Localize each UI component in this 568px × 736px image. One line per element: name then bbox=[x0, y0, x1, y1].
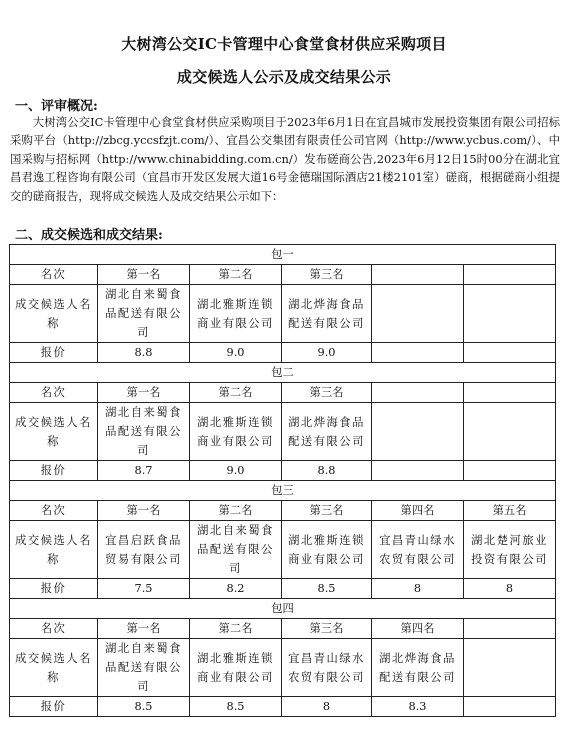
candidate-cell bbox=[372, 285, 464, 343]
package-header-row bbox=[10, 599, 556, 619]
candidate-label: 成交候选人名称 bbox=[10, 285, 98, 343]
candidate-label: 成交候选人名称 bbox=[10, 639, 98, 697]
review-paragraph bbox=[10, 113, 560, 205]
candidate-cell: 湖北雅斯连锁商业有限公司 bbox=[190, 639, 282, 697]
rank-label: 名次 bbox=[10, 619, 98, 639]
rank-cell: 第一名 bbox=[98, 383, 190, 403]
price-cell: 9.0 bbox=[190, 461, 282, 481]
rank-cell bbox=[372, 383, 464, 403]
document-subtitle: 成交候选人公示及成交结果公示 bbox=[176, 68, 392, 86]
candidate-cell: 宜昌青山绿水农贸有限公司 bbox=[282, 639, 372, 697]
price-row bbox=[10, 461, 556, 481]
rank-label: 名次 bbox=[10, 265, 98, 285]
candidate-row bbox=[10, 403, 556, 461]
price-row bbox=[10, 579, 556, 599]
rank-label: 名次 bbox=[10, 383, 98, 403]
rank-cell: 第一名 bbox=[98, 619, 190, 639]
candidate-row bbox=[10, 639, 556, 697]
section-heading-review: 一、评审概况: bbox=[15, 99, 98, 114]
document-title: 大树湾公交IC卡管理中心食堂食材供应采购项目 bbox=[121, 35, 447, 53]
rank-cell: 第二名 bbox=[190, 501, 282, 521]
rank-cell bbox=[464, 619, 556, 639]
candidate-cell: 湖北烨海食品配送有限公司 bbox=[282, 285, 372, 343]
price-row bbox=[10, 697, 556, 717]
price-cell bbox=[372, 461, 464, 481]
candidate-cell bbox=[464, 285, 556, 343]
price-cell: 9.0 bbox=[190, 343, 282, 363]
package-header-row bbox=[10, 481, 556, 501]
candidate-cell: 湖北烨海食品配送有限公司 bbox=[282, 403, 372, 461]
rank-cell: 第三名 bbox=[282, 265, 372, 285]
rank-row bbox=[10, 501, 556, 521]
price-cell: 8.5 bbox=[282, 579, 372, 599]
rank-row bbox=[10, 265, 556, 285]
candidate-cell: 湖北自来蜀食品配送有限公司 bbox=[190, 521, 282, 579]
price-cell: 8 bbox=[282, 697, 372, 717]
candidate-cell: 湖北自来蜀食品配送有限公司 bbox=[98, 403, 190, 461]
candidate-cell bbox=[464, 639, 556, 697]
price-cell: 9.0 bbox=[282, 343, 372, 363]
rank-cell: 第一名 bbox=[98, 265, 190, 285]
price-row bbox=[10, 343, 556, 363]
package-header-row bbox=[10, 363, 556, 383]
rank-cell bbox=[372, 265, 464, 285]
candidate-cell: 湖北烨海食品配送有限公司 bbox=[372, 639, 464, 697]
price-label: 报价 bbox=[10, 343, 98, 363]
rank-cell bbox=[464, 383, 556, 403]
rank-cell: 第四名 bbox=[372, 501, 464, 521]
package-header-row bbox=[10, 245, 556, 265]
price-cell: 8.2 bbox=[190, 579, 282, 599]
candidate-cell: 宜昌青山绿水农贸有限公司 bbox=[372, 521, 464, 579]
rank-cell: 第四名 bbox=[372, 619, 464, 639]
price-cell: 8.7 bbox=[98, 461, 190, 481]
candidate-label: 成交候选人名称 bbox=[10, 403, 98, 461]
section-heading-results: 二、成交候选和成交结果: bbox=[15, 228, 163, 243]
rank-cell: 第三名 bbox=[282, 501, 372, 521]
rank-cell: 第二名 bbox=[190, 619, 282, 639]
price-cell: 8.8 bbox=[282, 461, 372, 481]
candidate-cell: 湖北雅斯连锁商业有限公司 bbox=[190, 403, 282, 461]
candidate-label: 成交候选人名称 bbox=[10, 521, 98, 579]
candidate-cell bbox=[464, 403, 556, 461]
package-name: 包四 bbox=[10, 599, 556, 619]
price-label: 报价 bbox=[10, 697, 98, 717]
price-cell: 8.5 bbox=[190, 697, 282, 717]
price-cell: 8 bbox=[464, 579, 556, 599]
rank-label: 名次 bbox=[10, 501, 98, 521]
candidate-cell: 宜昌启跃食品贸易有限公司 bbox=[98, 521, 190, 579]
price-cell bbox=[464, 461, 556, 481]
rank-row bbox=[10, 619, 556, 639]
rank-cell bbox=[464, 265, 556, 285]
rank-cell: 第二名 bbox=[190, 265, 282, 285]
price-label: 报价 bbox=[10, 579, 98, 599]
price-label: 报价 bbox=[10, 461, 98, 481]
package-name: 包三 bbox=[10, 481, 556, 501]
package-name: 包二 bbox=[10, 363, 556, 383]
price-cell: 8.3 bbox=[372, 697, 464, 717]
candidate-cell: 湖北自来蜀食品配送有限公司 bbox=[98, 285, 190, 343]
price-cell: 8 bbox=[372, 579, 464, 599]
rank-cell: 第一名 bbox=[98, 501, 190, 521]
candidate-cell: 湖北雅斯连锁商业有限公司 bbox=[282, 521, 372, 579]
rank-cell: 第五名 bbox=[464, 501, 556, 521]
candidate-row bbox=[10, 285, 556, 343]
price-cell: 7.5 bbox=[98, 579, 190, 599]
candidate-row bbox=[10, 521, 556, 579]
package-name: 包一 bbox=[10, 245, 556, 265]
candidate-cell: 湖北自来蜀食品配送有限公司 bbox=[98, 639, 190, 697]
candidate-cell bbox=[372, 403, 464, 461]
rank-cell: 第三名 bbox=[282, 383, 372, 403]
price-cell bbox=[464, 697, 556, 717]
price-cell: 8.8 bbox=[98, 343, 190, 363]
rank-row bbox=[10, 383, 556, 403]
results-table bbox=[9, 244, 556, 717]
rank-cell: 第三名 bbox=[282, 619, 372, 639]
candidate-cell: 湖北楚河旅业投资有限公司 bbox=[464, 521, 556, 579]
candidate-cell: 湖北雅斯连锁商业有限公司 bbox=[190, 285, 282, 343]
price-cell bbox=[372, 343, 464, 363]
price-cell bbox=[464, 343, 556, 363]
review-text: 大树湾公交IC卡管理中心食堂食材供应采购项目于2023年6月1日在宜昌城市发展投资集团有限公司招标采购平台（http://zbcg.yccsfzjt.com/）、宜昌公交集团有限责任公司官网（http://www.ycbus.com/）、中国采购与招标网（http://www.chinabidding.com.cn/）发布磋商公告,2023年6月12日15时00分在湖北宜昌君逸工程咨询有限公司（宜昌市开发区发展大道16号金德瑞国际酒店21楼2101室）磋商，根据磋商小组提交的磋商报告，现将成交候选人及成交结果公示如下： bbox=[10, 115, 560, 203]
rank-cell: 第二名 bbox=[190, 383, 282, 403]
price-cell: 8.5 bbox=[98, 697, 190, 717]
